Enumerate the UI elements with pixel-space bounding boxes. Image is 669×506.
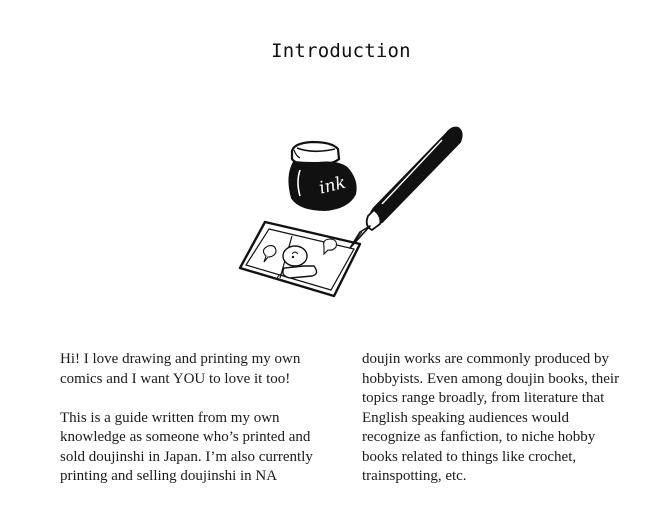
- fountain-pen-icon: [350, 128, 462, 248]
- intro-left-column: [60, 350, 322, 506]
- ink-bottle-icon: [289, 142, 355, 210]
- paper-sketch-icon: [240, 222, 360, 296]
- intro-paragraph-guide: This is a guide written from my own knowledge as someone who’s printed and sold doujinshi in Japan. I’m also currently printing and selling doujinshi in NA: [60, 409, 313, 484]
- intro-paragraph-doujin: doujin works are commonly produced by hobbyists. Even among doujin books, their topics range broadly, from literature that English speaking audiences would recognize as fanfiction, to niche hobby books related to things like crochet, trainspotting, etc.: [362, 351, 620, 484]
- ink-pen-illustration: [232, 118, 472, 303]
- ink-label: ink: [317, 172, 348, 199]
- intro-right-column: [362, 350, 630, 506]
- intro-paragraph-greeting: Hi! I love drawing and printing my own comics and I want YOU to love it too!: [60, 351, 301, 387]
- page-title: Introduction: [271, 40, 411, 62]
